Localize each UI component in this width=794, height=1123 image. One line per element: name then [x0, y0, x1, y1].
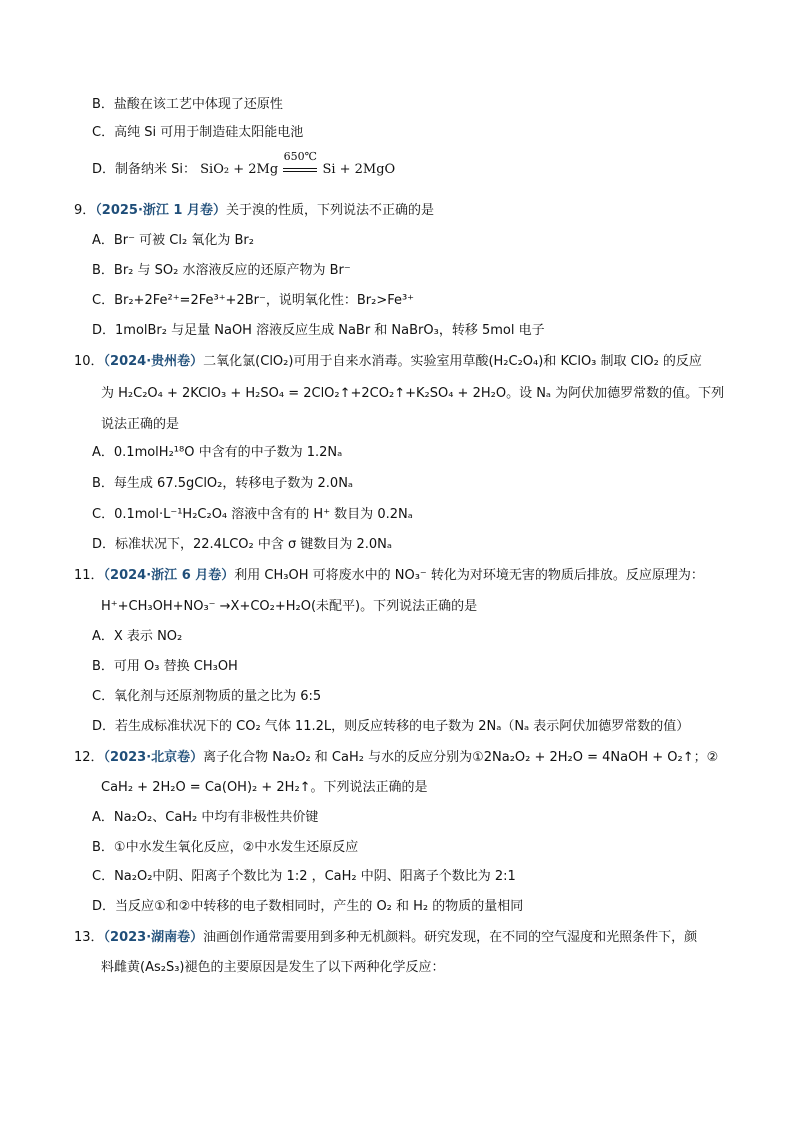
q9-option-c: C．Br₂+2Fe²⁺=2Fe³⁺+2Br⁻，说明氧化性：Br₂>Fe³⁺ — [92, 293, 415, 308]
q9-number: 9． — [74, 203, 96, 218]
q13-stem-line2: 料雌黄(As₂S₃)褪色的主要原因是发生了以下两种化学反应： — [101, 960, 445, 975]
q11-source: （2024·浙江 6 月卷） — [103, 568, 235, 583]
q11-option-b: B．可用 O₃ 替换 CH₃OH — [92, 659, 238, 674]
q12-option-d: D．当反应①和②中转移的电子数相同时，产生的 O₂ 和 H₂ 的物质的量相同 — [92, 899, 524, 914]
q12-option-a: A．Na₂O₂、CaH₂ 中均有非极性共价键 — [92, 810, 319, 825]
q13-number: 13． — [74, 930, 104, 945]
q11-option-d: D．若生成标准状况下的 CO₂ 气体 11.2L，则反应转移的电子数为 2Nₐ（Nₐ 表示阿伏加德罗常数的值） — [92, 719, 690, 734]
q11-stem-line1 — [74, 566, 704, 586]
q10-stem-line2: 为 H₂C₂O₄ + 2KClO₃ + H₂SO₄ = 2ClO₂↑+2CO₂↑+K₂SO₄ + 2H₂O。设 Nₐ 为阿伏加德罗常数的值。下列 — [101, 386, 725, 401]
q9-stem-text: 关于溴的性质，下列说法不正确的是 — [226, 203, 435, 218]
q11-stem-text1: 利用 CH₃OH 可将废水中的 NO₃⁻ 转化为对环境无害的物质后排放。反应原理为： — [234, 568, 704, 583]
q8-equation-left: SiO₂ + 2Mg — [200, 162, 279, 177]
q12-option-c: C．Na₂O₂中阴、阳离子个数比为 1:2 ，CaH₂ 中阴、阳离子个数比为 2:1 — [92, 869, 516, 884]
q12-source: （2023·北京卷） — [103, 750, 204, 765]
q10-option-b: B．每生成 67.5gClO₂，转移电子数为 2.0Nₐ — [92, 476, 354, 491]
q12-stem-line1 — [74, 748, 718, 768]
q10-option-d: D．标准状况下，22.4LCO₂ 中含 σ 键数目为 2.0Nₐ — [92, 537, 392, 552]
q10-number: 10． — [74, 354, 104, 369]
q8-option-b: B．盐酸在该工艺中体现了还原性 — [92, 97, 283, 112]
q9-option-a: A．Br⁻ 可被 Cl₂ 氧化为 Br₂ — [92, 233, 254, 248]
q11-number: 11． — [74, 568, 104, 583]
q9-option-b: B．Br₂ 与 SO₂ 水溶液反应的还原产物为 Br⁻ — [92, 263, 351, 278]
q8-condition-text: 650℃ — [283, 150, 317, 163]
q12-number: 12． — [74, 750, 104, 765]
q12-option-b: B．①中水发生氧化反应，②中水发生还原反应 — [92, 840, 359, 855]
q8-option-d — [92, 150, 396, 180]
q8-equation-right: Si + 2MgO — [322, 162, 396, 177]
q9-stem — [74, 201, 434, 221]
q10-source: （2024·贵州卷） — [103, 354, 204, 369]
q12-stem-text1: 离子化合物 Na₂O₂ 和 CaH₂ 与水的反应分别为①2Na₂O₂ + 2H₂O = 4NaOH + O₂↑；② — [203, 750, 719, 765]
q10-stem-text1: 二氧化氯(ClO₂)可用于自来水消毒。实验室用草酸(H₂C₂O₄)和 KClO₃ 制取 ClO₂ 的反应 — [203, 354, 702, 369]
q13-source: （2023·湖南卷） — [103, 930, 204, 945]
q8-reaction-condition — [282, 150, 318, 180]
q9-option-d: D．1molBr₂ 与足量 NaOH 溶液反应生成 NaBr 和 NaBrO₃，转移 5mol 电子 — [92, 323, 545, 338]
q9-source: （2025·浙江 1 月卷） — [95, 203, 226, 218]
q11-stem-line2: H⁺+CH₃OH+NO₃⁻ →X+CO₂+H₂O(未配平)。下列说法正确的是 — [101, 599, 478, 614]
q10-option-a: A．0.1molH₂¹⁸O 中含有的中子数为 1.2Nₐ — [92, 445, 343, 460]
q12-stem-line2: CaH₂ + 2H₂O = Ca(OH)₂ + 2H₂↑。下列说法正确的是 — [101, 780, 428, 795]
q11-option-a: A．X 表示 NO₂ — [92, 629, 183, 644]
q11-option-c: C．氧化剂与还原剂物质的量之比为 6:5 — [92, 689, 322, 704]
q8-option-d-prefix: D．制备纳米 Si： — [92, 162, 197, 177]
q8-equals-bar — [283, 168, 317, 172]
q8-option-c: C．高纯 Si 可用于制造硅太阳能电池 — [92, 125, 304, 140]
q13-stem-line1 — [74, 928, 697, 948]
q10-option-c: C．0.1mol·L⁻¹H₂C₂O₄ 溶液中含有的 H⁺ 数目为 0.2Nₐ — [92, 507, 413, 522]
q10-stem-line1 — [74, 352, 702, 372]
q10-stem-line3: 说法正确的是 — [101, 417, 180, 432]
q13-stem-text1: 油画创作通常需要用到多种无机颜料。研究发现，在不同的空气湿度和光照条件下，颜 — [203, 930, 698, 945]
